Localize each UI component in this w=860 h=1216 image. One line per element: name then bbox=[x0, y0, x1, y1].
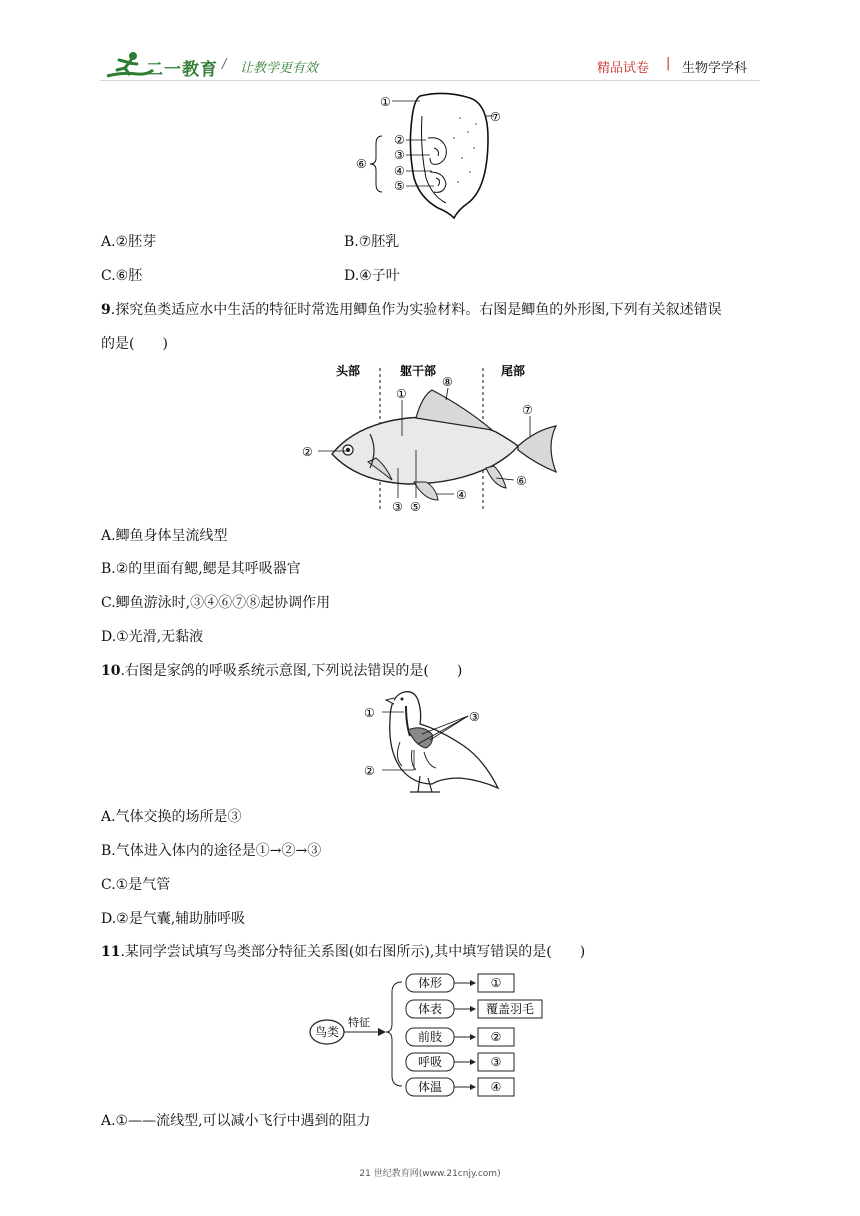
seed-label-5: ⑤ bbox=[394, 179, 405, 193]
fish-label-3: ③ bbox=[392, 500, 403, 514]
fish-label-7: ⑦ bbox=[522, 403, 533, 417]
seed-label-2: ② bbox=[394, 133, 405, 147]
page-footer: 21 世纪教育网(www.21cnjy.com) bbox=[359, 1169, 501, 1179]
fish-label-5: ⑤ bbox=[410, 500, 421, 514]
q10-option-c[interactable]: C.①是气管 bbox=[101, 877, 171, 893]
header-tag-right: 生物学学科 bbox=[682, 61, 748, 76]
fish-label-4: ④ bbox=[456, 488, 467, 502]
seed-diagram bbox=[350, 88, 510, 228]
q9-stem-line2: 的是( ) bbox=[101, 336, 168, 352]
q10-stem bbox=[101, 661, 462, 681]
header-separator: | bbox=[666, 56, 671, 71]
fish-tail-label: 尾部 bbox=[501, 364, 526, 378]
pigeon-label-1: ① bbox=[364, 706, 375, 720]
q9-stem-line1 bbox=[101, 300, 722, 320]
bird-feature-2: 前肢 bbox=[417, 1030, 443, 1044]
q9-number: 9 bbox=[101, 302, 111, 318]
q11-stem bbox=[101, 942, 585, 962]
bird-root-node: 鸟类 bbox=[314, 1025, 340, 1039]
q10-option-b[interactable]: B.气体进入体内的途径是①→②→③ bbox=[101, 843, 322, 859]
bird-feature-3: 呼吸 bbox=[417, 1055, 443, 1069]
q9-option-a[interactable]: A.鲫鱼身体呈流线型 bbox=[101, 528, 228, 544]
q9-stem-text: .探究鱼类适应水中生活的特征时常选用鲫鱼作为实验材料。右图是鲫鱼的外形图,下列有关叙述错误 bbox=[110, 302, 722, 318]
fish-diagram bbox=[296, 360, 566, 516]
q10-option-a[interactable]: A.气体交换的场所是③ bbox=[101, 809, 242, 825]
fish-head-label: 头部 bbox=[336, 364, 361, 378]
pigeon-diagram bbox=[360, 684, 500, 796]
q10-stem-text: .右图是家鸽的呼吸系统示意图,下列说法错误的是( ) bbox=[120, 663, 463, 679]
bird-feature-4: 体温 bbox=[417, 1080, 443, 1094]
q11-option-a[interactable]: A.①——流线型,可以减小飞行中遇到的阻力 bbox=[101, 1113, 371, 1129]
fish-label-1: ① bbox=[396, 387, 407, 401]
seed-label-3: ③ bbox=[394, 148, 405, 162]
bird-value-0: ① bbox=[490, 976, 502, 990]
header-slash: / bbox=[222, 57, 227, 72]
q11-number: 11 bbox=[101, 944, 121, 960]
q8-option-d[interactable]: D.④子叶 bbox=[344, 268, 400, 284]
bird-feature-diagram bbox=[308, 968, 554, 1102]
pigeon-label-2: ② bbox=[364, 764, 375, 778]
q11-stem-text: .某同学尝试填写鸟类部分特征关系图(如右图所示),其中填写错误的是( ) bbox=[120, 944, 586, 960]
bird-value-3: ③ bbox=[490, 1055, 502, 1069]
bird-value-1: 覆盖羽毛 bbox=[485, 1002, 535, 1016]
seed-label-4: ④ bbox=[394, 164, 405, 178]
fish-label-2: ② bbox=[302, 445, 313, 459]
bird-value-4: ④ bbox=[490, 1080, 502, 1094]
bird-edge-label: 特征 bbox=[348, 1016, 370, 1029]
bird-value-2: ② bbox=[490, 1030, 502, 1044]
q8-option-c[interactable]: C.⑥胚 bbox=[101, 268, 143, 284]
bird-feature-1: 体表 bbox=[417, 1002, 443, 1016]
q8-option-b[interactable]: B.⑦胚乳 bbox=[344, 234, 400, 250]
q9-option-b[interactable]: B.②的里面有鳃,鳃是其呼吸器官 bbox=[101, 561, 301, 577]
q9-option-d[interactable]: D.①光滑,无黏液 bbox=[101, 629, 204, 645]
q10-option-d[interactable]: D.②是气囊,辅助肺呼吸 bbox=[101, 911, 246, 927]
fish-trunk-label: 躯干部 bbox=[400, 364, 437, 378]
seed-label-6: ⑥ bbox=[356, 157, 367, 171]
header-slogan: 让教学更有效 bbox=[240, 61, 319, 76]
q8-option-a[interactable]: A.②胚芽 bbox=[101, 234, 157, 250]
logo-text: 二一教育 bbox=[146, 60, 218, 80]
fish-label-8: ⑧ bbox=[442, 375, 453, 389]
fish-label-6: ⑥ bbox=[516, 474, 527, 488]
q9-option-c[interactable]: C.鲫鱼游泳时,③④⑥⑦⑧起协调作用 bbox=[101, 595, 331, 611]
q10-number: 10 bbox=[101, 663, 121, 679]
seed-label-1: ① bbox=[380, 95, 391, 109]
header-tag-left: 精品试卷 bbox=[597, 61, 650, 76]
seed-label-7: ⑦ bbox=[490, 110, 501, 124]
bird-feature-0: 体形 bbox=[417, 976, 443, 990]
pigeon-label-3: ③ bbox=[469, 710, 480, 724]
header-divider bbox=[100, 80, 760, 81]
